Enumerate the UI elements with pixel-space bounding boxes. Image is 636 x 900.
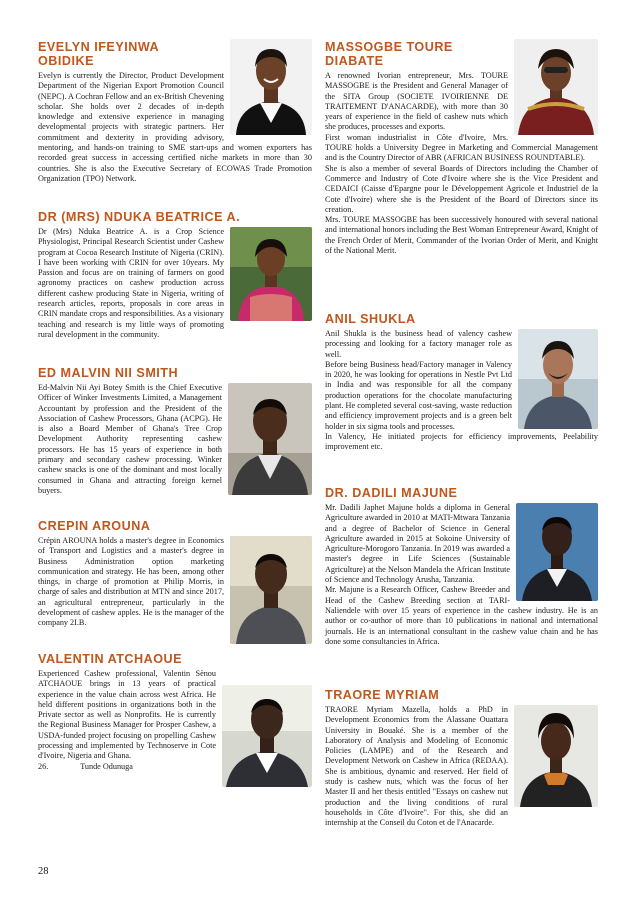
bio-name: TRAORE MYRIAM: [325, 688, 440, 702]
bio-valentin: [38, 652, 312, 789]
footnote-name: Tunde Odunuga: [80, 761, 133, 771]
portrait-photo: [514, 705, 598, 807]
portrait-photo: [230, 227, 312, 321]
bio-majune: [325, 486, 598, 647]
bio-evelyn: [38, 40, 312, 184]
bio-shukla: [325, 312, 598, 453]
bio-text: Crépin AROUNA holds a master's degree in Economics of Transport and Logistics and a master's degree in Business Administration option marketing communication and strategy. He has been, among other things, in charge of promotion at Philip Morris, in charge of sales and distribution at MTN and since 2017, an agricultural entrepreneur, particularly in the development of cashew apples. He is the manager of the company 2I.B.: [38, 536, 224, 628]
page-number: 28: [38, 866, 49, 877]
portrait-photo: [222, 685, 312, 787]
bio-massogbe: [325, 40, 598, 256]
bio-name: ED MALVIN NII SMITH: [38, 366, 179, 380]
bio-text: Ed-Malvin Nii Ayi Botey Smith is the Chief Executive Officer of Winker Investments Limited, a Management Accountant by profession and the President of the Association of Cashew Processors, Ghana (ACPG). He is also a Board Member of Ghana's Tree Crop Development Authority representing cashew processors. He has 15 years of experience in both primary and secondary cashew processing. Winker cashew snacks is one of the dominant and most locally consumed in Ghana and attracting foreign kernel buyers.: [38, 383, 222, 495]
portrait-photo: [228, 383, 312, 495]
bio-name: EVELYN IFEYINWA OBIDIKE: [38, 40, 160, 68]
bio-text: Experienced Cashew professional, Valentin Sènou ATCHAOUE brings in 13 years of practical experience in the value chain across west Africa. He held different positions in organizations both in the Private sector as well as Nonprofits. He is currently the Regional Business Manager for Prosper Cashew, a USDA-funded project focusing on propelling Cashew processing and implemented by Technoserve in Cote d'Ivoire, Nigeria and Ghana.: [38, 669, 216, 761]
portrait-photo: [230, 536, 312, 644]
bio-name: ANIL SHUKLA: [325, 312, 416, 326]
bio-text: Mr. Dadili Japhet Majune holds a diploma in General Agriculture awarded in 2010 at MATI-Mtwara Tanzania and a degree of Bachelor of Science in General Agriculture awarded in 2015 at Sokoine University of Agriculture-Morogoro Tanzania. In 2019 was awarded a master's degree in Life Sciences (Sustainable Agriculture) at the Nelson Mandela the African Institute of Science and Technology Arusha, Tanzania. Mr. Majune is a Research Officer, Cashew Breeder and Head of the Cashew Breeding section at TARI-Naliendele with over 15 years of experience in the cashew industry. He is an author or co-author of more than 10 publications in national and international journals. He is an international consultant in the cashew value chain and he has done some consultancies in Africa.: [325, 503, 598, 646]
bio-text: A renowned Ivorian entrepreneur, Mrs. TOURE MASSOGBE is the President and General Manager of the SITA Group (SOCIETE IVOIRIENNE DE TRAITEMENT D'ANACARDE), with more than 30 years of experience in the field of cashew nuts which she produces, processes and exports. First woman industrialist in Côte d'Ivoire, Mrs. TOURE holds a University Degree in Marketing and Commercial Management and is the Country Director of ABR (AFRICAN BUSINESS ROUNDTABLE). She is also a member of several Boards of Directors including the Chamber of Commerce and Industry of Cote d'Ivoire where she is the Vice President and CEDAICI (Caisse d'Epargne pour le Développement Agricole et Industriel de la Cote d'Ivoire) where she is the President of the Board of Directors since its creation. Mrs. TOURE MASSOGBE has been successively honoured with several national and international honors including the Best Woman Entrepreneur Award, Knight of the French Order of Merit, Commander of the Ivorian Order of Merit, and Knight of the National Merit.: [325, 71, 598, 256]
bio-text: TRAORE Myriam Mazella, holds a PhD in Development Economics from the Alassane Ouattara University in Bouaké. She is a member of the Laboratory of Analysis and Modeling of Economic Policies (LAMPE) and of the Research and Development Network on Cashew in Africa (REDAA). She is ambitious, dynamic and reserved. Her field of study is cashew nuts, which was the focus of her Master II and her thesis entitled "Essays on cashew nut production and the living conditions of rural households in Côte d'Ivoire". For this, she did an internship at the Conseil du Coton et de l'Anacarde.: [325, 705, 508, 828]
bio-nduka: [38, 210, 312, 340]
bio-traore: [325, 688, 598, 829]
bio-text: Dr (Mrs) Nduka Beatrice A. is a Crop Science Physiologist, Principal Research Scientist under Cashew program at Cocoa Research Institute of Nigeria (CRIN). I have been working with CRIN for over 10years. My Passion and focus are on training of farmers on good agronomy practices on cashew production across different cashew producing State in Nigeria, writing of research articles, reports, proposals in core areas in CRIN mandate crops and responsibilities. As a visionary teaching and research is my little ways of promoting rural development in the community.: [38, 227, 224, 339]
bio-text: Anil Shukla is the business head of valency cashew processing and looking for a factory manager role as well. Before being Business head/Factory manager in Valency in 2020, he was looking for operations in Nestle Pvt Ltd in India and was responsible for all the company production operations for the chocolate manufacturing plant. He completed several cost-saving, waste reduction and efficiency improvement projects and is a green belt holder in six sigma tools and processes. In Valency, He initiated projects for efficiency improvements, Peelability improvement etc.: [325, 329, 598, 452]
portrait-photo: [230, 39, 312, 135]
bio-crepin: [38, 519, 312, 646]
bio-name: MASSOGBE TOURE DIABATE: [325, 40, 453, 68]
portrait-photo: [516, 503, 598, 601]
bio-smith: [38, 366, 312, 497]
bio-name: VALENTIN ATCHAOUE: [38, 652, 182, 666]
footnote-number: 26.: [38, 761, 49, 771]
bio-text: Evelyn is currently the Director, Product Development Department of the Nigerian Export Promotion Council (NEPC). A Cochran Fellow and an ex-British Chevening scholar. She holds over 2 decades of in-depth knowledge and extensive experience in managing developmental projects with strategic partners. Her commitment and dexterity in providing advisory, mentoring, and hands-on training to SME start-ups and women exporters has recorded great success in accessing certified niche markets in more than 30 countries. She is also the Executive Secretary of ECOWAS Trade Promotion Organization (TPO) Network.: [38, 71, 312, 183]
bio-name: DR. DADILI MAJUNE: [325, 486, 458, 500]
bio-name: DR (MRS) NDUKA BEATRICE A.: [38, 210, 241, 224]
portrait-photo: [518, 329, 598, 429]
bio-name: CREPIN AROUNA: [38, 519, 151, 533]
portrait-photo: [514, 39, 598, 135]
